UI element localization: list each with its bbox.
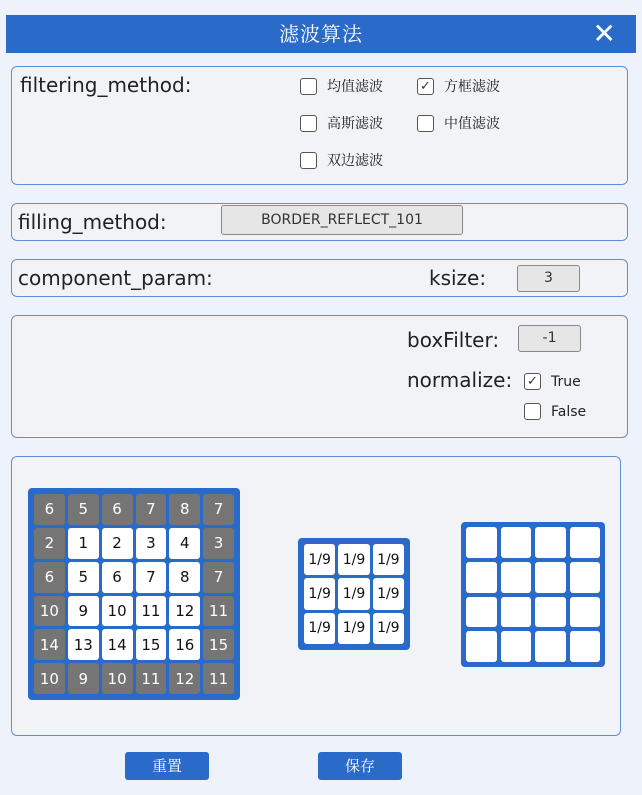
output-cell <box>501 631 532 662</box>
filtering-method-label: filtering_method: <box>20 73 192 97</box>
padding-cell: 5 <box>68 494 99 525</box>
option-label: 双边滤波 <box>327 153 383 169</box>
checkbox-icon[interactable] <box>300 115 317 132</box>
kernel-cell: 1/9 <box>338 544 369 575</box>
normalize-true-option[interactable] <box>524 373 581 390</box>
output-cell <box>466 597 497 628</box>
padding-cell: 9 <box>68 663 99 694</box>
checkbox-icon[interactable] <box>524 403 541 420</box>
image-cell: 12 <box>169 596 200 627</box>
option-label: 高斯滤波 <box>327 116 383 132</box>
output-cell <box>535 527 566 558</box>
filling-method-label: filling_method: <box>18 210 167 234</box>
padding-cell: 10 <box>102 663 133 694</box>
image-cell: 16 <box>169 629 200 660</box>
filling-method-select[interactable]: BORDER_REFLECT_101 <box>221 205 463 235</box>
image-cell: 11 <box>136 596 167 627</box>
boxfilter-label: boxFilter: <box>407 328 500 352</box>
checkbox-icon[interactable] <box>300 78 317 95</box>
padding-cell: 6 <box>34 562 65 593</box>
output-cell <box>501 597 532 628</box>
output-cell <box>466 527 497 558</box>
option-median-filter[interactable] <box>417 113 500 133</box>
boxfilter-input[interactable]: -1 <box>518 325 581 352</box>
padding-cell: 6 <box>102 494 133 525</box>
kernel-grid <box>298 538 410 650</box>
normalize-false-option[interactable] <box>524 403 586 420</box>
image-cell: 8 <box>169 562 200 593</box>
output-cell <box>570 527 601 558</box>
ksize-input[interactable]: 3 <box>517 265 580 292</box>
padding-cell: 7 <box>136 494 167 525</box>
ksize-label: ksize: <box>429 266 487 290</box>
normalize-label: normalize: <box>407 368 513 392</box>
box-filter-params-panel <box>11 315 628 438</box>
checkbox-checked-icon[interactable]: ✓ <box>417 78 434 95</box>
component-param-panel <box>11 259 628 297</box>
image-cell: 2 <box>102 528 133 559</box>
padding-cell: 8 <box>169 494 200 525</box>
option-label: False <box>551 403 587 420</box>
padding-cell: 11 <box>203 596 234 627</box>
padding-cell: 6 <box>34 494 65 525</box>
checkbox-icon[interactable] <box>417 115 434 132</box>
kernel-cell: 1/9 <box>338 578 369 609</box>
image-cell: 14 <box>102 629 133 660</box>
save-button[interactable]: 保存 <box>318 752 402 780</box>
kernel-cell: 1/9 <box>304 613 335 644</box>
option-label: 均值滤波 <box>327 79 383 95</box>
image-cell: 9 <box>68 596 99 627</box>
checkbox-checked-icon[interactable]: ✓ <box>524 373 541 390</box>
reset-button[interactable]: 重置 <box>125 752 209 780</box>
image-cell: 6 <box>102 562 133 593</box>
close-icon[interactable]: ✕ <box>592 17 616 50</box>
kernel-cell: 1/9 <box>373 578 404 609</box>
component-param-label: component_param: <box>18 266 213 290</box>
visualization-panel <box>11 456 621 736</box>
option-bilateral-filter[interactable] <box>300 150 383 170</box>
option-box-filter[interactable] <box>417 76 500 96</box>
kernel-cell: 1/9 <box>373 544 404 575</box>
padding-cell: 3 <box>203 528 234 559</box>
option-label: 中值滤波 <box>444 116 500 132</box>
output-cell <box>535 562 566 593</box>
output-cell <box>501 562 532 593</box>
output-cell <box>466 631 497 662</box>
option-gaussian-filter[interactable] <box>300 113 383 133</box>
output-cell <box>535 597 566 628</box>
image-cell: 10 <box>102 596 133 627</box>
padding-cell: 10 <box>34 663 65 694</box>
image-cell: 13 <box>68 629 99 660</box>
output-cell <box>501 527 532 558</box>
filtering-method-panel <box>11 66 628 185</box>
padding-cell: 7 <box>203 562 234 593</box>
padding-cell: 11 <box>203 663 234 694</box>
option-mean-filter[interactable] <box>300 76 383 96</box>
output-cell <box>570 631 601 662</box>
padding-cell: 14 <box>34 629 65 660</box>
output-cell <box>466 562 497 593</box>
window-titlebar <box>6 15 636 53</box>
checkbox-icon[interactable] <box>300 152 317 169</box>
padding-cell: 2 <box>34 528 65 559</box>
output-cell <box>570 562 601 593</box>
filling-method-panel <box>11 203 628 241</box>
image-cell: 5 <box>68 562 99 593</box>
padding-cell: 7 <box>203 494 234 525</box>
kernel-cell: 1/9 <box>304 578 335 609</box>
output-cell <box>535 631 566 662</box>
image-cell: 15 <box>136 629 167 660</box>
image-cell: 3 <box>136 528 167 559</box>
option-label: True <box>551 373 581 390</box>
option-label: 方框滤波 <box>444 79 500 95</box>
output-grid <box>461 522 605 667</box>
output-cell <box>570 597 601 628</box>
padding-cell: 12 <box>169 663 200 694</box>
padded-image-grid <box>28 488 240 700</box>
image-cell: 7 <box>136 562 167 593</box>
window-title: 滤波算法 <box>279 22 363 46</box>
kernel-cell: 1/9 <box>338 613 369 644</box>
image-cell: 1 <box>68 528 99 559</box>
padding-cell: 15 <box>203 629 234 660</box>
padding-cell: 11 <box>136 663 167 694</box>
kernel-cell: 1/9 <box>304 544 335 575</box>
image-cell: 4 <box>169 528 200 559</box>
padding-cell: 10 <box>34 596 65 627</box>
kernel-cell: 1/9 <box>373 613 404 644</box>
